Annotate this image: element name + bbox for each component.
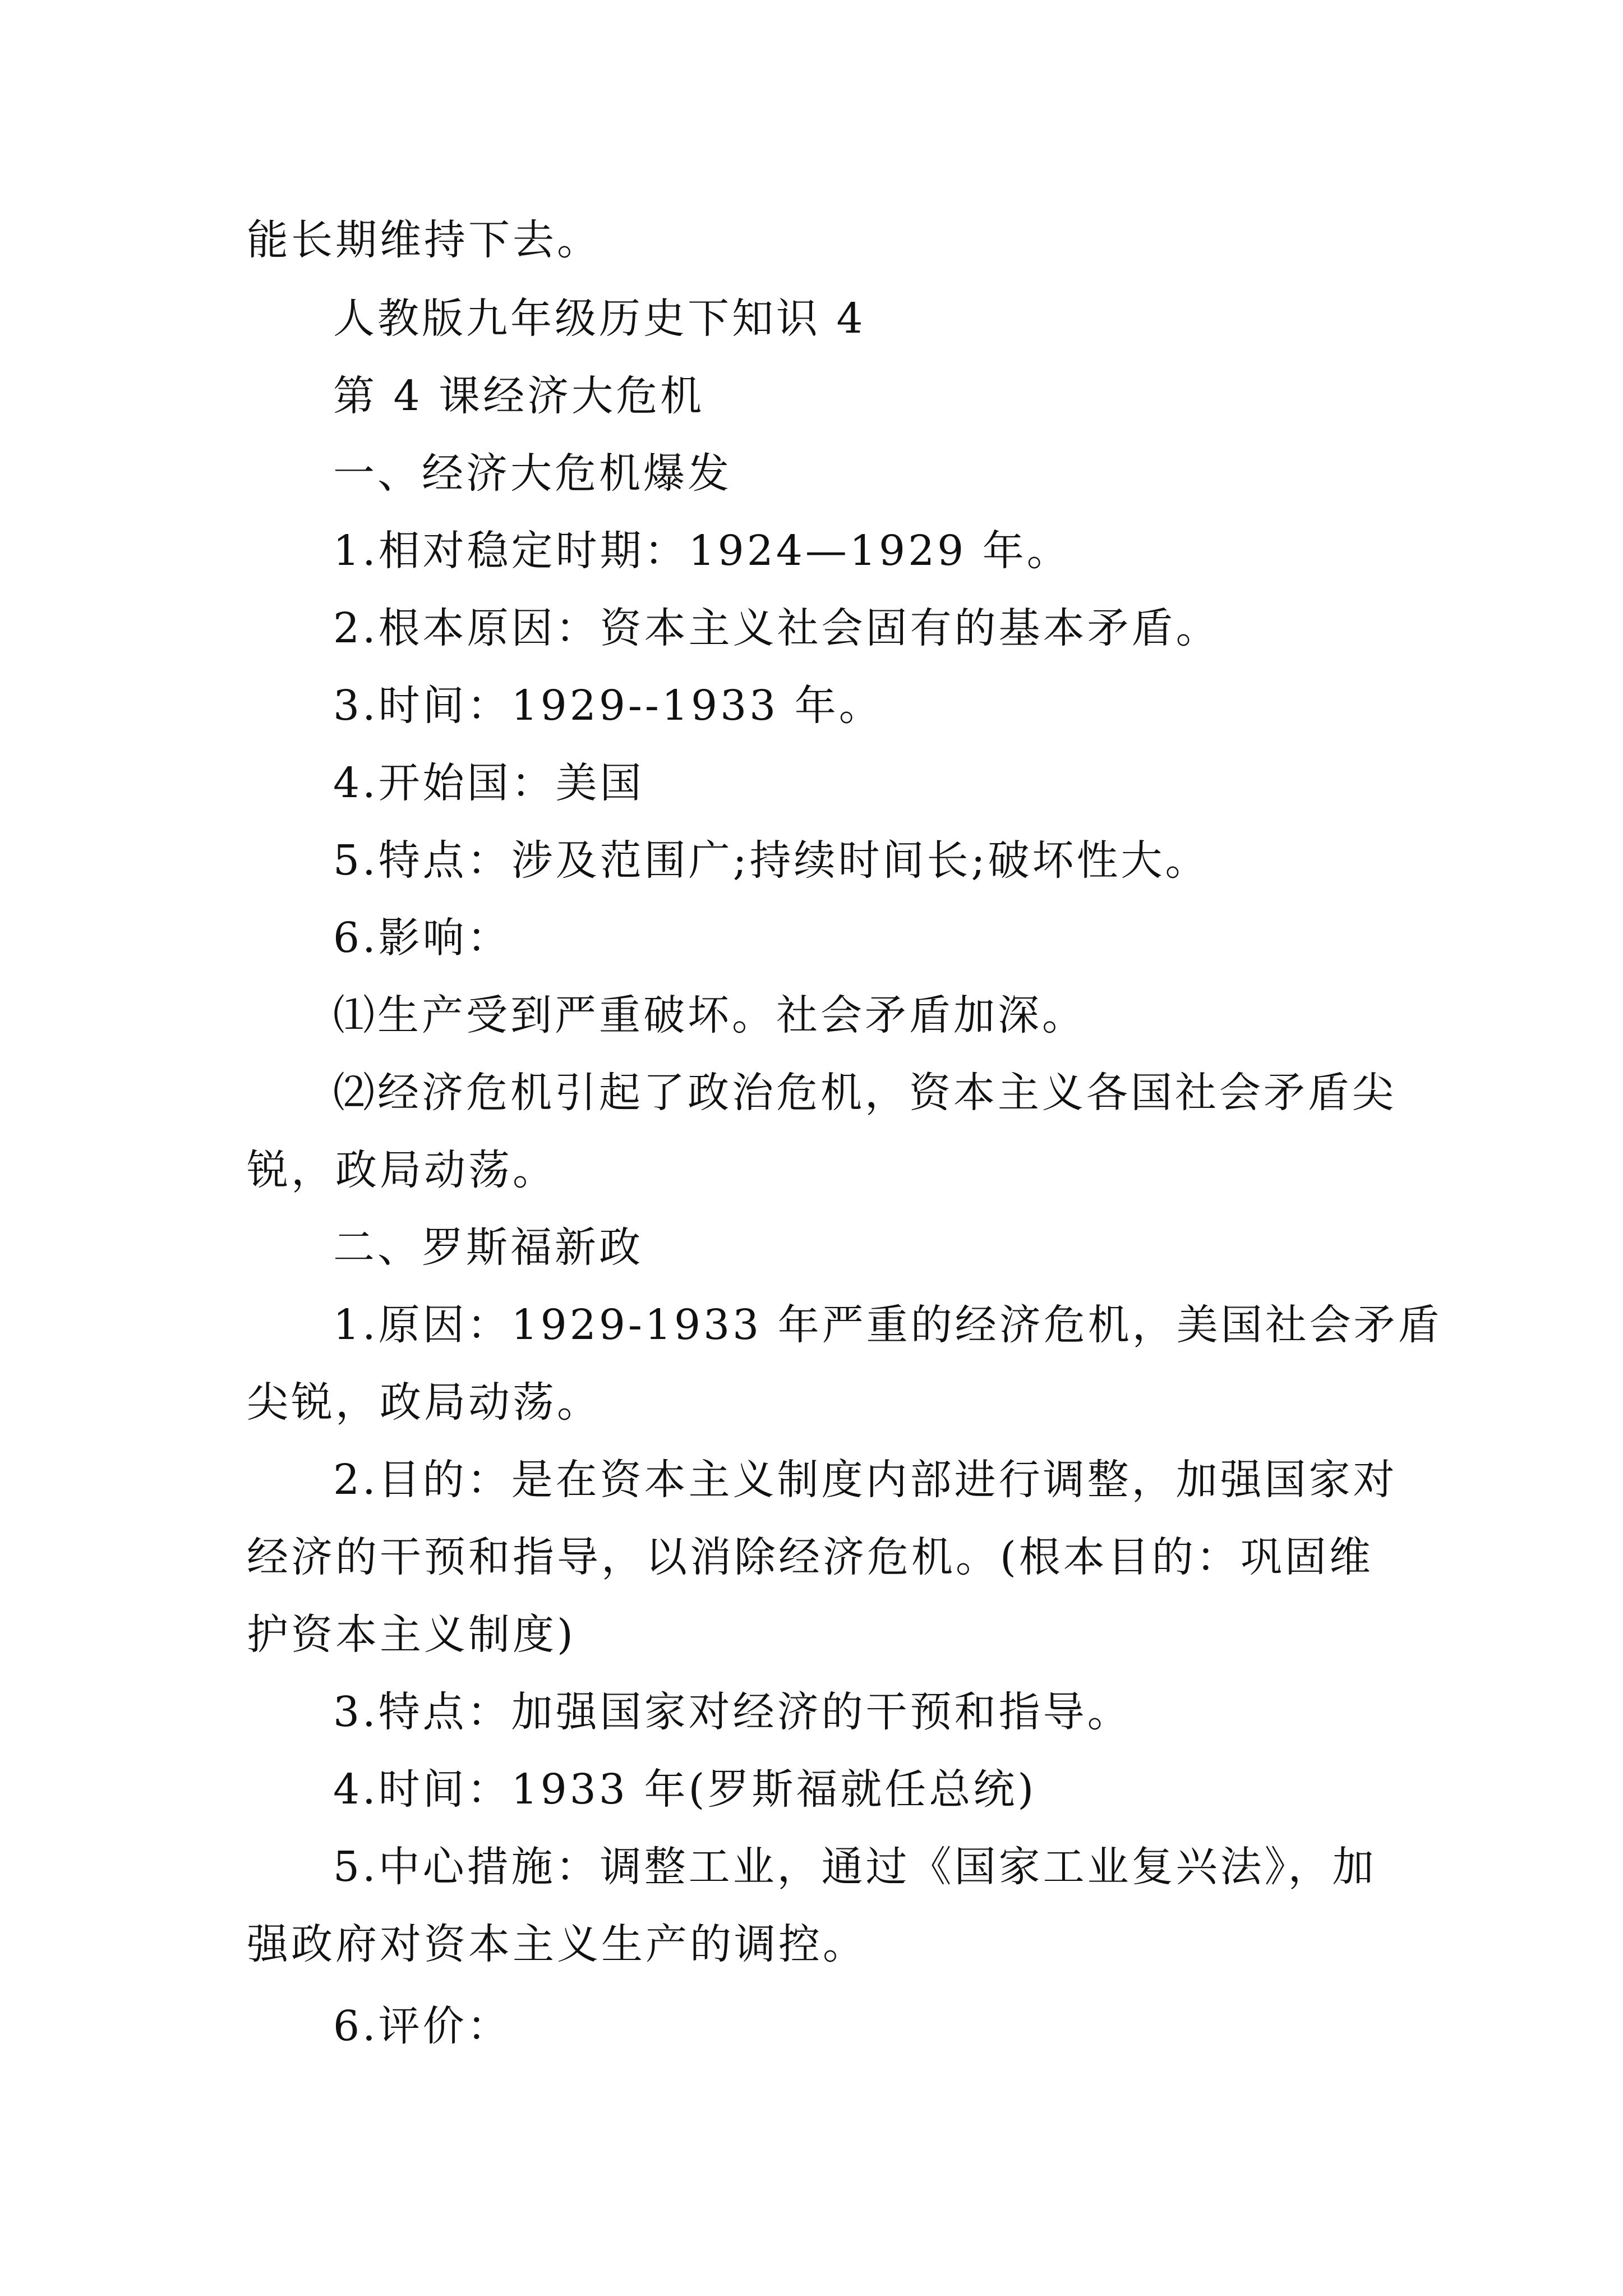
text-line: 护资本主义制度) [247, 1611, 576, 1659]
text-line: 3.特点：加强国家对经济的干预和指导。 [333, 1688, 1132, 1736]
text-line: 1.原因：1929-1933 年严重的经济危机，美国社会矛盾 [333, 1301, 1442, 1349]
text-line: 3.时间：1929--1933 年。 [333, 682, 883, 730]
section-heading: 二、罗斯福新政 [333, 1223, 643, 1272]
section-heading: 一、经济大危机爆发 [333, 449, 732, 498]
text-line: 6.评价： [333, 2002, 511, 2050]
text-line: 人教版九年级历史下知识 4 [333, 295, 866, 343]
text-line: 1.相对稳定时期：1924—1929 年。 [333, 527, 1071, 575]
text-line: 2.根本原因：资本主义社会固有的基本矛盾。 [333, 604, 1220, 652]
text-line: 5.中心措施：调整工业，通过《国家工业复兴法》，加 [333, 1843, 1377, 1891]
text-line: 尖锐，政局动荡。 [247, 1378, 601, 1427]
text-line: 经济的干预和指导，以消除经济危机。(根本目的：巩固维 [247, 1533, 1373, 1581]
text-line: ⑴生产受到严重破坏。社会矛盾加深。 [333, 991, 1086, 1039]
text-line: 4.开始国：美国 [333, 759, 644, 807]
text-line: 5.特点：涉及范围广;持续时间长;破坏性大。 [333, 836, 1210, 885]
text-line: 第 4 课经济大危机 [333, 372, 705, 420]
text-line: 锐，政局动荡。 [247, 1146, 557, 1194]
text-line: 6.影响： [333, 914, 511, 962]
text-line: ⑵经济危机引起了政治危机，资本主义各国社会矛盾尖 [333, 1069, 1396, 1117]
text-line: 4.时间：1933 年(罗斯福就任总统) [333, 1765, 1037, 1814]
text-line: 2.目的：是在资本主义制度内部进行调整，加强国家对 [333, 1456, 1398, 1504]
text-line: 能长期维持下去。 [247, 216, 601, 264]
text-line: 强政府对资本主义生产的调控。 [247, 1920, 867, 1968]
